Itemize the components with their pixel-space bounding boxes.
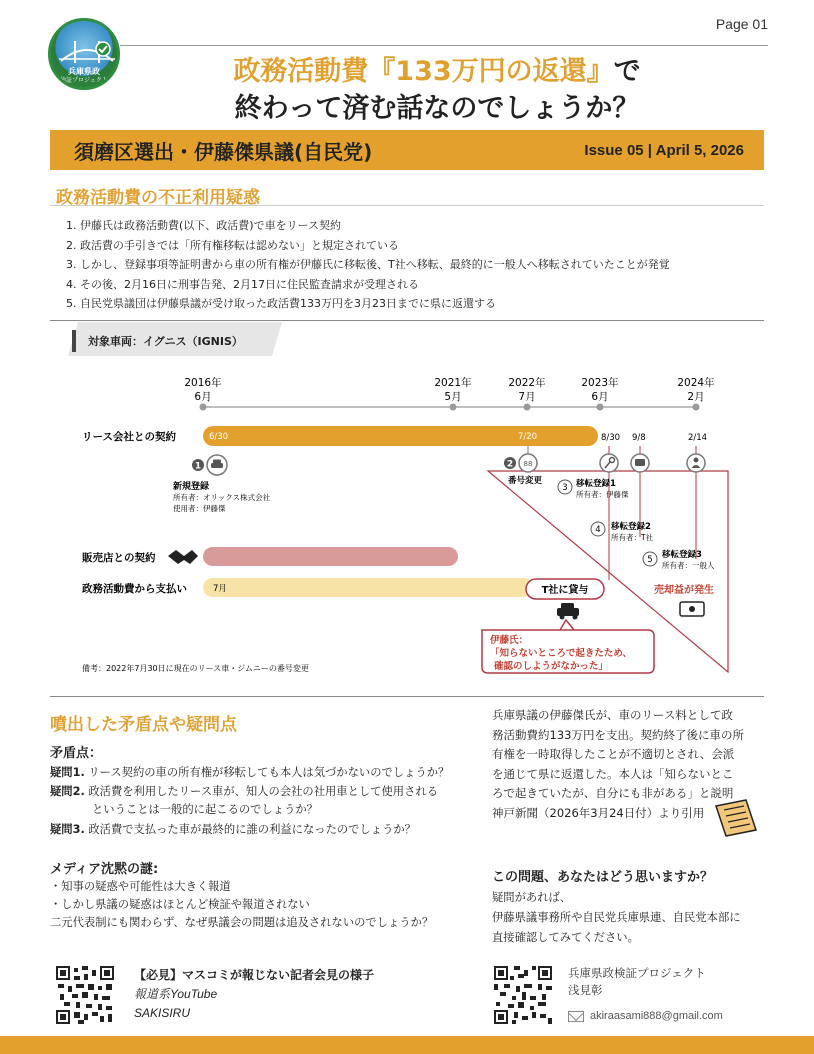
step4-owner: 所有者：T社	[611, 533, 654, 542]
divider	[50, 320, 764, 321]
youtube-subtitle: 報道系YouTube	[134, 987, 218, 1001]
step1-title: 新規登録	[173, 482, 210, 492]
youtube-channel[interactable]: SAKISIRU	[134, 1006, 191, 1020]
payment-label: 政務活動費から支払い	[82, 583, 187, 595]
payment-start: 7月	[213, 584, 227, 594]
step2-title: 番号変更	[508, 476, 543, 486]
step1-owner: 所有者：オリックス株式会社	[173, 493, 271, 502]
top-divider	[120, 45, 768, 46]
page-number: Page 01	[715, 16, 768, 32]
news-source: 神戸新聞（2026年3月24日付）より引用	[492, 805, 705, 820]
date-214: 2/14	[688, 433, 708, 443]
date-year: 2016年	[184, 377, 222, 389]
timeline-svg	[60, 322, 760, 692]
newspaper-icon	[712, 796, 760, 838]
date-month: 7月	[518, 391, 536, 403]
envelope-icon	[568, 1011, 584, 1022]
timeline-dot	[524, 404, 531, 411]
question-2: 疑問2. 政活費を利用したリース車が、知人の会社の社用車として使用される ということは一般的に起こるのでしょうか？	[50, 785, 438, 816]
lease-bar	[203, 426, 598, 446]
svg-text:5: 5	[647, 555, 653, 565]
list-item: 5. 自民党県議団は伊藤県議が受け取った政活費133万円を3月23日までに県に返還する	[66, 297, 496, 310]
date-year: 2023年	[581, 377, 619, 389]
lease-start-date: 6/30	[209, 432, 229, 442]
email-contact[interactable]	[568, 1010, 723, 1022]
dealer-bar	[203, 547, 458, 566]
quote-speaker: 伊藤氏：	[490, 635, 529, 646]
project-logo	[48, 18, 120, 90]
youtube-title: 【必見】マスコミが報じない記者会見の様子	[134, 968, 375, 982]
timeline-dot	[200, 404, 207, 411]
bottom-bar	[0, 1036, 814, 1054]
svg-text:4: 4	[595, 525, 601, 535]
email-address[interactable]: akiraasami888@gmail.com	[590, 1010, 723, 1022]
list-item: 二元代表制にも関わらず、なぜ県議会の問題は追及されないのでしょうか？	[50, 916, 434, 929]
date-year: 2024年	[677, 377, 715, 389]
date-month: 5月	[444, 391, 462, 403]
author-name: 浅見彰	[568, 983, 603, 997]
quote-line1: 「知らないところで起きたため、	[490, 648, 633, 659]
ask-body: 疑問があれば、 伊藤県議事務所や自民党兵庫県連、自民党本部に 直接確認してみてください。	[492, 891, 741, 944]
ask-title: この問題、あなたはどう思いますか？	[492, 870, 714, 885]
list-item: ・しかし県議の疑惑はほとんど検証や報道されない	[50, 898, 310, 911]
media-silence-list	[50, 878, 433, 932]
lease-label: リース会社との契約	[82, 431, 176, 443]
date-month: 6月	[591, 391, 609, 403]
banner-subtitle: 須磨区選出・伊藤傑県議(自民党)	[74, 139, 373, 164]
step5-owner: 所有者：一般人	[662, 561, 715, 570]
step4-title: 移転登録2	[611, 522, 651, 532]
step1-user: 使用者：伊藤傑	[173, 504, 226, 513]
step3-title: 移転登録1	[576, 479, 616, 489]
list-item: 4. その後、2月16日に刑事告発、2月17日に住民監査請求が受理される	[66, 277, 419, 291]
handshake-icon	[168, 550, 198, 564]
section-title-contradictions: 噴出した矛盾点や疑問点	[50, 715, 237, 735]
suspicion-list	[66, 216, 670, 314]
dealer-label: 販売店との契約	[82, 552, 156, 564]
lease-mid-date: 7/20	[518, 432, 538, 442]
car-icon	[557, 603, 579, 620]
date-month: 6月	[194, 391, 212, 403]
svg-text:1: 1	[194, 461, 202, 472]
issue-date: Issue 05 | April 5, 2026	[584, 141, 744, 159]
person-icon	[687, 454, 705, 472]
logo-text: 兵庫県政 検証プロジェクト	[60, 67, 108, 84]
step3-owner: 所有者：伊藤傑	[576, 490, 629, 499]
money-icon	[680, 602, 704, 616]
title-line2: 終わって済む話なのでしょうか？	[234, 93, 640, 124]
vehicle-tag-marker	[72, 330, 76, 352]
date-year: 2021年	[434, 377, 472, 389]
youtube-qr-code[interactable]	[56, 966, 114, 1024]
profit-label: 売却益が発生	[654, 585, 714, 596]
payment-bar	[203, 578, 533, 597]
media-silence-label: メディア沈黙の謎:	[50, 862, 159, 877]
date-month: 2月	[687, 391, 705, 403]
question-3: 疑問3. 政活費で支払った車が最終的に誰の利益になったのでしょうか？	[50, 823, 416, 836]
title-particle: で	[613, 56, 641, 87]
contradictions-label: 矛盾点：	[50, 746, 103, 761]
svg-text:3: 3	[562, 483, 568, 493]
contact-qr-code[interactable]	[494, 966, 552, 1024]
bridge-icon	[59, 35, 115, 65]
title-highlight: 政務活動費『133万円の返還』	[233, 56, 614, 87]
section-title-suspicion: 政務活動費の不正利用疑惑	[56, 188, 260, 208]
list-item: ・知事の疑惑や可能性は大きく報道	[50, 880, 231, 893]
date-830: 8/30	[601, 433, 621, 443]
note: 備考：2022年7月30日に現在のリース車・ジムニーの番号変更	[82, 664, 309, 673]
footer-right	[568, 965, 706, 999]
date-98: 9/8	[632, 433, 646, 443]
timeline-dot	[693, 404, 700, 411]
quote-line2: 確認のしようがなかった」	[494, 661, 609, 672]
question-1: 疑問1. リース契約の車の所有権が移転しても本人は気づかないのでしょうか？	[50, 766, 450, 779]
divider	[50, 696, 764, 697]
timeline-dot	[597, 404, 604, 411]
step5-title: 移転登録3	[662, 550, 702, 560]
svg-text:2: 2	[506, 459, 514, 470]
loan-label: T社に貸与	[541, 585, 589, 596]
subtitle-banner	[50, 130, 764, 170]
timeline-diagram	[60, 322, 760, 692]
list-item: 1. 伊藤氏は政務活動費(以下、政活費)で車をリース契約	[66, 219, 342, 232]
news-quote: 兵庫県議の伊藤傑氏が、車のリース料として政 務活動費約133万円を支出。契約終了後に車の所 有権を一時取得したことが不適切とされ、会派 を通じて県に返還した。本人は「知らないとこ ろで起きていたが、自分にも非がある」と説明 神戸新聞（2026年3月24日付）より引用	[492, 706, 764, 823]
timeline-dot	[450, 404, 457, 411]
vehicle-tag: 対象車両：イグニス（IGNIS）	[88, 335, 243, 348]
section-underline	[50, 205, 764, 206]
page-title	[120, 54, 754, 128]
footer-left	[134, 966, 374, 1023]
date-year: 2022年	[508, 377, 546, 389]
list-item: 3. しかし、登録事項等証明書から車の所有権が伊藤氏に移転後、T社へ移転、最終的に一般人へ移転されていたことが発覚	[66, 258, 670, 271]
list-item: 2. 政活費の手引きでは「所有権移転は認めない」と規定されている	[66, 238, 399, 252]
svg-text:88: 88	[523, 460, 533, 468]
project-name: 兵庫県政検証プロジェクト	[568, 966, 706, 980]
